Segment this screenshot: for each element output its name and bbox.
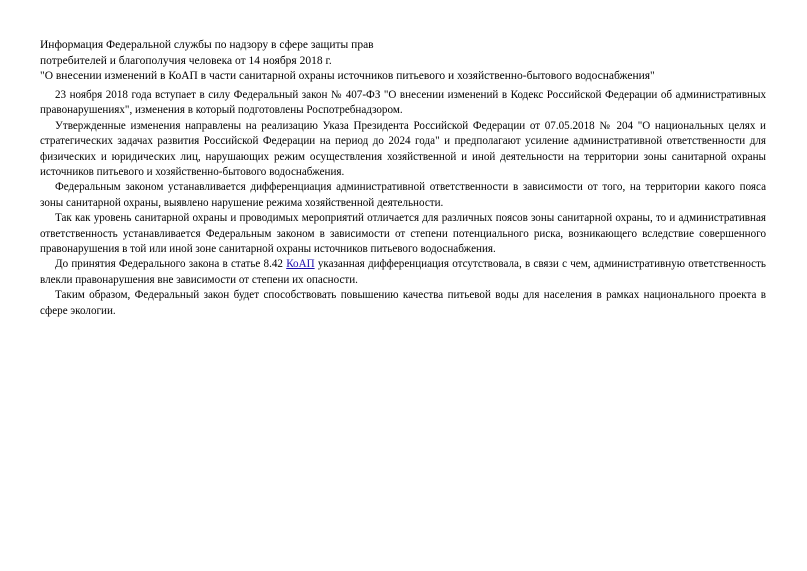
- koap-link[interactable]: КоАП: [286, 258, 315, 271]
- paragraph-6: Таким образом, Федеральный закон будет способствовать повышению качества питьевой воды для населения в рамках национального проекта в сфере экологии.: [40, 289, 766, 317]
- header-line-2: потребителей и благополучия человека от 14 ноября 2018 г.: [40, 54, 332, 67]
- paragraph-1: 23 ноября 2018 года вступает в силу Федеральный закон № 407-ФЗ "О внесении изменений в Кодекс Российской Федерации об административных правонарушениях", изменения в который подготовлены Роспотребнадзором.: [40, 89, 766, 117]
- paragraph-5-text-before: До принятия Федерального закона в статье 8.42: [55, 258, 287, 271]
- document-header: [40, 38, 760, 85]
- paragraph-5-text-after: указанная дифференциация отсутствовала, в связи с чем, административную ответственность влекли правонарушения вне зависимости от степени их опасности.: [40, 258, 766, 286]
- paragraph-4: Так как уровень санитарной охраны и проводимых мероприятий отличается для различных поясов зоны санитарной охраны, то и административная ответственность устанавливается Федеральным законом в зависимости от степени потенциального риска, возникающего вследствие совершенного правонарушения в той или иной зоне санитарной охраны источников питьевого водоснабжения.: [40, 212, 766, 256]
- paragraph-5: [40, 257, 766, 288]
- paragraph-2: Утвержденные изменения направлены на реализацию Указа Президента Российской Федерации от 07.05.2018 № 204 "О национальных целях и стратегических задачах развития Российской Федерации на период до 2024 года" и предполагают усиление административной ответственности для физических и юридических лиц, нарушающих режим осуществления хозяйственной и иной деятельности на территории зоны санитарной охраны источников питьевого и хозяйственно-бытового водоснабжения.: [40, 119, 766, 179]
- header-line-3: "О внесении изменений в КоАП в части санитарной охраны источников питьевого и хозяйственно-бытового водоснабжения": [40, 70, 655, 82]
- paragraph-3: Федеральным законом устанавливается дифференциация административной ответственности в зависимости от того, на территории какого пояса зоны санитарной охраны, выявлено нарушение режима хозяйственной деятельности.: [40, 181, 766, 209]
- header-line-1: Информация Федеральной службы по надзору в сфере защиты прав: [40, 39, 374, 51]
- document-body: [40, 88, 766, 319]
